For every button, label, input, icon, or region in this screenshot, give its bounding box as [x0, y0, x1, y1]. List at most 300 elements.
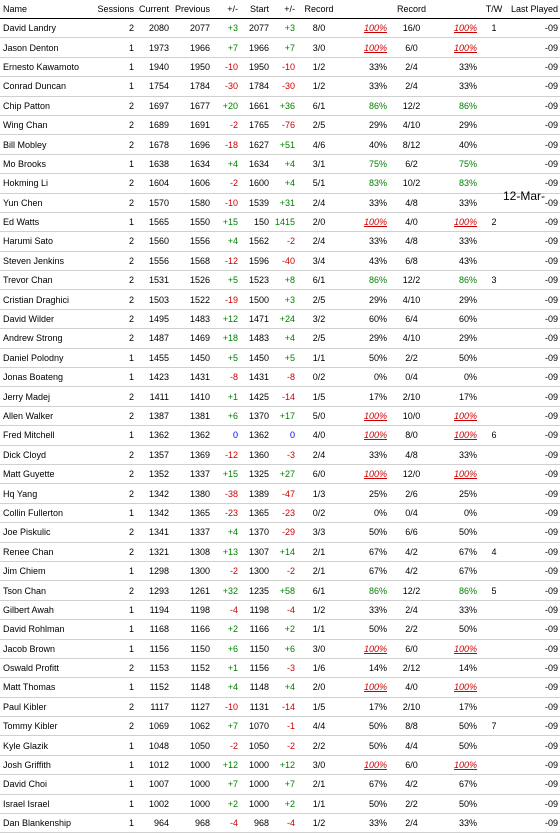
cell-change-start: +4: [271, 174, 297, 193]
cell-tw: [479, 329, 509, 348]
cell-record-sessions: 5/0: [297, 406, 341, 425]
cell-previous: 1469: [171, 329, 212, 348]
cell-last-played: -09: [509, 232, 560, 251]
cell-sessions: 2: [96, 717, 136, 736]
cell-record-games: 2/6: [389, 484, 434, 503]
cell-start: 1370: [240, 406, 271, 425]
cell-last-played: -09: [509, 57, 560, 76]
cell-sessions: 2: [96, 135, 136, 154]
cell-record-games: 2/12: [389, 658, 434, 677]
cell-change-previous: -18: [212, 135, 240, 154]
cell-sessions: 1: [96, 38, 136, 57]
cell-pct-sessions: 50%: [341, 620, 389, 639]
cell-sessions: 1: [96, 368, 136, 387]
cell-pct-sessions: 83%: [341, 174, 389, 193]
cell-record-sessions: 2/1: [297, 775, 341, 794]
cell-sessions: 2: [96, 290, 136, 309]
table-row: [0, 503, 560, 522]
cell-change-previous: +7: [212, 38, 240, 57]
cell-record-games: 4/8: [389, 232, 434, 251]
cell-previous: 1369: [171, 445, 212, 464]
cell-change-previous: +5: [212, 348, 240, 367]
table-row: [0, 251, 560, 270]
cell-record-games: 12/2: [389, 271, 434, 290]
cell-current: 1678: [136, 135, 171, 154]
cell-tw: [479, 658, 509, 677]
header-tw: T/W: [479, 0, 509, 19]
cell-previous: 1450: [171, 348, 212, 367]
cell-change-previous: +7: [212, 775, 240, 794]
cell-pct-games: 33%: [434, 445, 479, 464]
cell-tw: 1: [479, 19, 509, 38]
table-row: [0, 775, 560, 794]
cell-tw: [479, 755, 509, 774]
cell-previous: 1000: [171, 794, 212, 813]
cell-record-sessions: 1/2: [297, 77, 341, 96]
cell-current: 1689: [136, 115, 171, 134]
cell-record-sessions: 1/2: [297, 600, 341, 619]
cell-previous: 1198: [171, 600, 212, 619]
cell-previous: 1691: [171, 115, 212, 134]
cell-sessions: 2: [96, 464, 136, 483]
cell-change-previous: +3: [212, 19, 240, 38]
cell-tw: [479, 251, 509, 270]
cell-name: David Landry: [0, 19, 96, 38]
cell-current: 1565: [136, 212, 171, 231]
cell-tw: 3: [479, 271, 509, 290]
cell-start: 1661: [240, 96, 271, 115]
cell-record-sessions: 3/0: [297, 755, 341, 774]
cell-last-played: -09: [509, 193, 560, 212]
cell-last-played: -09: [509, 309, 560, 328]
cell-tw: [479, 484, 509, 503]
cell-sessions: 1: [96, 678, 136, 697]
cell-name: Cristian Draghici: [0, 290, 96, 309]
cell-sessions: 1: [96, 154, 136, 173]
cell-pct-games: 86%: [434, 96, 479, 115]
cell-pct-games: 43%: [434, 251, 479, 270]
cell-pct-games: 40%: [434, 135, 479, 154]
cell-last-played: -09: [509, 77, 560, 96]
cell-record-sessions: 2/1: [297, 542, 341, 561]
cell-change-start: -47: [271, 484, 297, 503]
cell-record-sessions: 1/1: [297, 620, 341, 639]
table-row: [0, 154, 560, 173]
cell-last-played: -09: [509, 561, 560, 580]
cell-last-played: -09: [509, 581, 560, 600]
cell-change-start: +3: [271, 19, 297, 38]
cell-current: 1153: [136, 658, 171, 677]
cell-sessions: 2: [96, 96, 136, 115]
cell-sessions: 1: [96, 561, 136, 580]
cell-name: Joe Piskulic: [0, 523, 96, 542]
cell-pct-games: 33%: [434, 57, 479, 76]
cell-tw: [479, 620, 509, 639]
cell-sessions: 2: [96, 115, 136, 134]
cell-name: Hokming Li: [0, 174, 96, 193]
cell-tw: [479, 561, 509, 580]
table-row: [0, 814, 560, 833]
cell-tw: [479, 697, 509, 716]
cell-pct-games: 83%: [434, 174, 479, 193]
cell-name: Chip Patton: [0, 96, 96, 115]
cell-previous: 1677: [171, 96, 212, 115]
cell-current: 1697: [136, 96, 171, 115]
cell-record-games: 2/4: [389, 77, 434, 96]
cell-previous: 1337: [171, 523, 212, 542]
cell-sessions: 2: [96, 271, 136, 290]
cell-current: 1495: [136, 309, 171, 328]
cell-pct-games: 50%: [434, 736, 479, 755]
cell-start: 1150: [240, 639, 271, 658]
table-row: [0, 484, 560, 503]
cell-pct-sessions: 33%: [341, 600, 389, 619]
cell-record-sessions: 1/5: [297, 387, 341, 406]
cell-tw: [479, 639, 509, 658]
cell-pct-sessions: 33%: [341, 77, 389, 96]
cell-pct-sessions: 100%: [341, 212, 389, 231]
table-row: [0, 620, 560, 639]
cell-pct-games: 75%: [434, 154, 479, 173]
cell-previous: 1410: [171, 387, 212, 406]
cell-current: 1531: [136, 271, 171, 290]
cell-previous: 1166: [171, 620, 212, 639]
cell-name: Oswald Profitt: [0, 658, 96, 677]
cell-record-sessions: 2/2: [297, 736, 341, 755]
cell-previous: 1148: [171, 678, 212, 697]
cell-change-start: -30: [271, 77, 297, 96]
cell-current: 1007: [136, 775, 171, 794]
cell-last-played: -09: [509, 348, 560, 367]
cell-previous: 1365: [171, 503, 212, 522]
cell-record-games: 2/10: [389, 387, 434, 406]
cell-name: Conrad Duncan: [0, 77, 96, 96]
cell-record-sessions: 3/0: [297, 38, 341, 57]
cell-start: 1966: [240, 38, 271, 57]
cell-last-played: -09: [509, 736, 560, 755]
cell-name: Jacob Brown: [0, 639, 96, 658]
cell-pct-sessions: 67%: [341, 775, 389, 794]
cell-tw: [479, 309, 509, 328]
cell-current: 1002: [136, 794, 171, 813]
cell-name: Gilbert Awah: [0, 600, 96, 619]
cell-pct-games: 100%: [434, 639, 479, 658]
cell-pct-sessions: 50%: [341, 794, 389, 813]
cell-change-start: +14: [271, 542, 297, 561]
cell-record-games: 6/6: [389, 523, 434, 542]
cell-pct-games: 17%: [434, 387, 479, 406]
cell-previous: 1362: [171, 426, 212, 445]
cell-previous: 1152: [171, 658, 212, 677]
cell-previous: 1580: [171, 193, 212, 212]
cell-pct-games: 100%: [434, 755, 479, 774]
cell-start: 1450: [240, 348, 271, 367]
cell-tw: [479, 794, 509, 813]
cell-pct-sessions: 100%: [341, 464, 389, 483]
cell-name: Tommy Kibler: [0, 717, 96, 736]
cell-start: 1523: [240, 271, 271, 290]
cell-change-previous: -2: [212, 115, 240, 134]
cell-change-previous: -4: [212, 814, 240, 833]
cell-pct-sessions: 33%: [341, 57, 389, 76]
cell-pct-games: 33%: [434, 77, 479, 96]
cell-change-start: +7: [271, 775, 297, 794]
table-row: [0, 600, 560, 619]
cell-record-games: 4/10: [389, 290, 434, 309]
cell-record-sessions: 4/0: [297, 426, 341, 445]
table-row: [0, 96, 560, 115]
cell-record-sessions: 2/4: [297, 193, 341, 212]
cell-last-played: -09: [509, 620, 560, 639]
cell-last-played: -09: [509, 406, 560, 425]
cell-current: 1152: [136, 678, 171, 697]
table-row: [0, 77, 560, 96]
cell-last-played: -09: [509, 135, 560, 154]
cell-last-played: -09: [509, 19, 560, 38]
cell-previous: 1381: [171, 406, 212, 425]
cell-change-previous: -10: [212, 57, 240, 76]
cell-previous: 1127: [171, 697, 212, 716]
cell-current: 1754: [136, 77, 171, 96]
cell-sessions: 1: [96, 775, 136, 794]
cell-change-start: -14: [271, 697, 297, 716]
cell-change-start: -29: [271, 523, 297, 542]
table-row: [0, 271, 560, 290]
header-last-played: Last Played: [509, 0, 560, 19]
cell-pct-games: 33%: [434, 232, 479, 251]
cell-pct-sessions: 67%: [341, 561, 389, 580]
cell-record-sessions: 2/5: [297, 329, 341, 348]
cell-name: Ernesto Kawamoto: [0, 57, 96, 76]
cell-tw: [479, 135, 509, 154]
cell-previous: 2077: [171, 19, 212, 38]
cell-change-start: +6: [271, 639, 297, 658]
cell-change-start: +4: [271, 154, 297, 173]
cell-record-sessions: 2/5: [297, 115, 341, 134]
cell-current: 1560: [136, 232, 171, 251]
table-row: [0, 329, 560, 348]
cell-record-sessions: 0/2: [297, 368, 341, 387]
cell-previous: 1000: [171, 775, 212, 794]
header-change-start: +/-: [271, 0, 297, 19]
cell-previous: 1261: [171, 581, 212, 600]
cell-last-played: -09: [509, 503, 560, 522]
cell-start: 1000: [240, 775, 271, 794]
cell-pct-sessions: 100%: [341, 406, 389, 425]
cell-record-games: 6/0: [389, 755, 434, 774]
cell-start: 1000: [240, 794, 271, 813]
cell-name: Ed Watts: [0, 212, 96, 231]
cell-sessions: 2: [96, 329, 136, 348]
cell-pct-sessions: 50%: [341, 717, 389, 736]
cell-current: 1321: [136, 542, 171, 561]
cell-record-sessions: 2/4: [297, 232, 341, 251]
cell-start: 1131: [240, 697, 271, 716]
cell-name: Paul Kibler: [0, 697, 96, 716]
cell-last-played: -09: [509, 329, 560, 348]
cell-pct-games: 67%: [434, 561, 479, 580]
table-row: [0, 581, 560, 600]
cell-name: Allen Walker: [0, 406, 96, 425]
cell-pct-sessions: 75%: [341, 154, 389, 173]
cell-start: 1000: [240, 755, 271, 774]
table-row: [0, 387, 560, 406]
cell-start: 1765: [240, 115, 271, 134]
cell-change-previous: -2: [212, 561, 240, 580]
cell-change-previous: -12: [212, 445, 240, 464]
cell-pct-sessions: 50%: [341, 523, 389, 542]
cell-record-games: 4/8: [389, 445, 434, 464]
cell-current: 1638: [136, 154, 171, 173]
cell-previous: 1308: [171, 542, 212, 561]
cell-sessions: 2: [96, 387, 136, 406]
cell-change-previous: +32: [212, 581, 240, 600]
cell-change-start: -3: [271, 445, 297, 464]
cell-record-games: 2/10: [389, 697, 434, 716]
table-row: [0, 309, 560, 328]
cell-current: 1604: [136, 174, 171, 193]
cell-last-played: -09: [509, 426, 560, 445]
cell-name: Andrew Strong: [0, 329, 96, 348]
cell-current: 1012: [136, 755, 171, 774]
cell-last-played: -09: [509, 542, 560, 561]
cell-name: Yun Chen: [0, 193, 96, 212]
cell-pct-sessions: 60%: [341, 309, 389, 328]
cell-sessions: 1: [96, 503, 136, 522]
cell-change-start: +58: [271, 581, 297, 600]
cell-start: 1425: [240, 387, 271, 406]
cell-current: 1973: [136, 38, 171, 57]
cell-pct-sessions: 33%: [341, 814, 389, 833]
cell-change-previous: +12: [212, 755, 240, 774]
cell-change-start: 0: [271, 426, 297, 445]
cell-sessions: 2: [96, 232, 136, 251]
cell-start: 1070: [240, 717, 271, 736]
cell-tw: 7: [479, 717, 509, 736]
cell-tw: [479, 464, 509, 483]
cell-record-sessions: 5/1: [297, 174, 341, 193]
cell-last-played: -09: [509, 251, 560, 270]
cell-pct-sessions: 100%: [341, 755, 389, 774]
cell-record-games: 8/12: [389, 135, 434, 154]
cell-previous: 1300: [171, 561, 212, 580]
cell-name: Dick Cloyd: [0, 445, 96, 464]
table-row: [0, 193, 560, 212]
cell-tw: 6: [479, 426, 509, 445]
cell-sessions: 1: [96, 600, 136, 619]
cell-change-previous: -19: [212, 290, 240, 309]
cell-pct-sessions: 100%: [341, 426, 389, 445]
cell-tw: [479, 503, 509, 522]
cell-pct-games: 33%: [434, 193, 479, 212]
cell-change-start: +17: [271, 406, 297, 425]
cell-start: 1600: [240, 174, 271, 193]
cell-change-previous: +4: [212, 678, 240, 697]
table-row: [0, 464, 560, 483]
cell-name: Wing Chan: [0, 115, 96, 134]
cell-current: 1342: [136, 484, 171, 503]
cell-record-sessions: 2/1: [297, 561, 341, 580]
cell-pct-sessions: 100%: [341, 678, 389, 697]
cell-change-start: -76: [271, 115, 297, 134]
cell-start: 2077: [240, 19, 271, 38]
cell-record-games: 4/10: [389, 115, 434, 134]
cell-start: 150: [240, 212, 271, 231]
cell-change-start: -10: [271, 57, 297, 76]
cell-name: Jonas Boateng: [0, 368, 96, 387]
cell-name: Dan Blankenship: [0, 814, 96, 833]
cell-sessions: 1: [96, 794, 136, 813]
cell-pct-games: 67%: [434, 775, 479, 794]
cell-change-start: -8: [271, 368, 297, 387]
cell-record-sessions: 1/2: [297, 57, 341, 76]
cell-start: 1307: [240, 542, 271, 561]
cell-name: Matt Guyette: [0, 464, 96, 483]
cell-previous: 1556: [171, 232, 212, 251]
header-record-sessions: Record: [297, 0, 341, 19]
cell-pct-sessions: 50%: [341, 736, 389, 755]
cell-change-previous: +13: [212, 542, 240, 561]
header-name: Name: [0, 0, 96, 19]
table-row: [0, 406, 560, 425]
cell-change-start: +36: [271, 96, 297, 115]
cell-change-start: -3: [271, 658, 297, 677]
cell-change-previous: +4: [212, 154, 240, 173]
cell-record-sessions: 1/6: [297, 658, 341, 677]
table-row: [0, 348, 560, 367]
cell-sessions: 1: [96, 736, 136, 755]
cell-change-previous: +1: [212, 387, 240, 406]
cell-change-start: -2: [271, 561, 297, 580]
cell-change-previous: -2: [212, 174, 240, 193]
cell-change-start: 1415: [271, 212, 297, 231]
cell-change-start: +5: [271, 348, 297, 367]
cell-sessions: 1: [96, 426, 136, 445]
cell-current: 1362: [136, 426, 171, 445]
cell-name: Hq Yang: [0, 484, 96, 503]
header-pct-1: [341, 0, 389, 19]
cell-start: 1596: [240, 251, 271, 270]
cell-sessions: 2: [96, 193, 136, 212]
cell-tw: [479, 814, 509, 833]
table-row: [0, 755, 560, 774]
cell-start: 1235: [240, 581, 271, 600]
cell-pct-sessions: 33%: [341, 232, 389, 251]
cell-record-games: 12/0: [389, 464, 434, 483]
cell-pct-sessions: 0%: [341, 368, 389, 387]
cell-start: 1627: [240, 135, 271, 154]
cell-current: 1387: [136, 406, 171, 425]
cell-record-sessions: 1/3: [297, 484, 341, 503]
cell-change-previous: 0: [212, 426, 240, 445]
cell-record-games: 4/2: [389, 561, 434, 580]
cell-change-start: +2: [271, 794, 297, 813]
cell-current: 1048: [136, 736, 171, 755]
cell-previous: 1606: [171, 174, 212, 193]
cell-last-played: -09: [509, 154, 560, 173]
cell-last-played: -09: [509, 115, 560, 134]
cell-tw: [479, 406, 509, 425]
cell-name: Trevor Chan: [0, 271, 96, 290]
cell-record-games: 10/0: [389, 406, 434, 425]
cell-previous: 1526: [171, 271, 212, 290]
cell-previous: 1380: [171, 484, 212, 503]
cell-sessions: 2: [96, 19, 136, 38]
cell-tw: 2: [479, 212, 509, 231]
cell-sessions: 2: [96, 174, 136, 193]
cell-pct-games: 100%: [434, 426, 479, 445]
cell-name: Harumi Sato: [0, 232, 96, 251]
